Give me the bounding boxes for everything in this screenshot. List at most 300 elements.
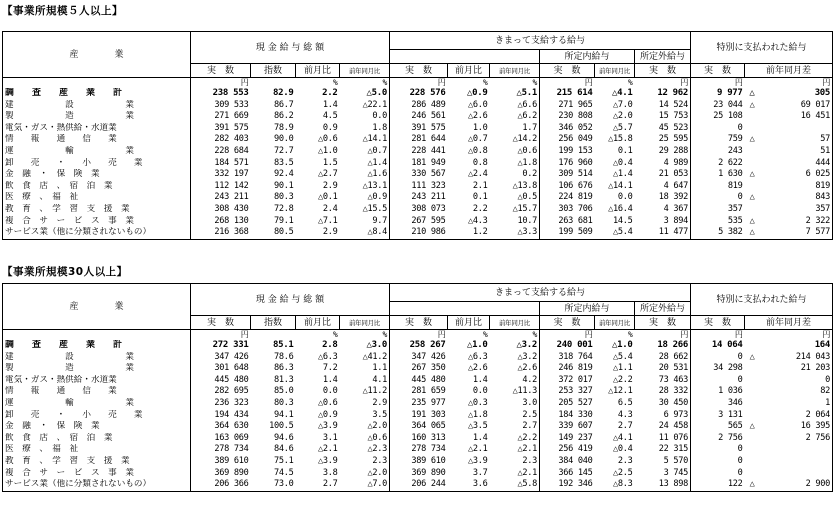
value-cell: 369 890 xyxy=(191,468,251,480)
value-cell: 0.2 xyxy=(522,169,537,180)
table-row xyxy=(3,352,833,364)
table-row xyxy=(3,216,833,228)
header-zengetsu: 前月比 xyxy=(448,316,490,330)
value-cell: 25 108 xyxy=(691,111,745,123)
value-cell: △2.1 xyxy=(318,444,338,455)
value-cell: 2.7 xyxy=(617,421,633,432)
value-cell: 5 382 xyxy=(691,227,745,239)
value-cell: △1.8 xyxy=(517,157,537,168)
value-cell: △8.3 xyxy=(595,479,635,491)
value-cell: △2.0 xyxy=(367,467,387,478)
value-cell: 224 819 xyxy=(540,192,595,204)
value-cell: △0.6 xyxy=(318,397,338,408)
value-cell: 92.4 xyxy=(274,169,294,180)
value-cell: 74.5 xyxy=(274,467,294,478)
value-cell: 3.1 xyxy=(322,432,338,443)
value-cell: △5.4 xyxy=(613,351,633,362)
header-jissu: 実 数 xyxy=(635,64,691,78)
value-cell: 72.7 xyxy=(274,145,294,156)
unit-cell xyxy=(745,330,755,341)
value-cell: 0 xyxy=(691,468,745,480)
value-cell: △ xyxy=(745,479,755,491)
value-cell: 271 669 xyxy=(191,111,251,123)
value-cell: 163 069 xyxy=(191,433,251,445)
value-cell: △0.7 xyxy=(367,145,387,156)
value-cell: 228 576 xyxy=(390,88,448,100)
header-regular-blank xyxy=(390,50,540,64)
value-cell: 271 965 xyxy=(540,100,595,112)
industry-label: 電気・ガス・熱供給・水道業 xyxy=(3,375,191,387)
value-cell: 2.2 xyxy=(322,88,338,98)
industry-label: 飲 食 店 、 宿 泊 業 xyxy=(3,433,191,445)
header-special: 特別に支払われた給与 xyxy=(691,32,833,64)
value-cell: △2.2 xyxy=(517,432,537,443)
header-jissu: 実 数 xyxy=(390,316,448,330)
header-zennen_small: 前年同月比 xyxy=(340,64,390,78)
value-cell: 2.2 xyxy=(472,203,488,214)
value-cell: 2.5 xyxy=(522,409,537,420)
value-cell: 192 346 xyxy=(540,479,595,491)
value-cell: △16.4 xyxy=(608,203,633,214)
table-row xyxy=(3,192,833,204)
value-cell: 85.0 xyxy=(274,386,294,397)
value-cell: 215 614 xyxy=(540,88,595,100)
value-cell: △2.4 xyxy=(468,169,488,180)
value-cell: 9.7 xyxy=(372,215,387,226)
value-cell: △ xyxy=(749,134,755,145)
value-cell: 106 676 xyxy=(540,181,595,193)
value-cell xyxy=(745,468,755,480)
table-row xyxy=(3,123,833,135)
table xyxy=(2,31,833,240)
value-cell: △0.9 xyxy=(318,409,338,420)
value-cell xyxy=(745,444,755,456)
value-cell: 1.4 xyxy=(322,374,338,385)
value-cell: 372 017 xyxy=(540,375,595,387)
industry-label: 医 療 、 福 祉 xyxy=(3,192,191,204)
wage-table xyxy=(2,31,832,240)
value-cell: 4.1 xyxy=(372,374,387,385)
value-cell: 347 426 xyxy=(191,352,251,364)
value-cell: 843 xyxy=(755,192,833,204)
value-cell: 267 350 xyxy=(390,363,448,375)
value-cell: 357 xyxy=(691,204,745,216)
table-row xyxy=(3,204,833,216)
value-cell xyxy=(755,123,833,135)
value-cell xyxy=(745,158,755,170)
value-cell: 80.5 xyxy=(251,227,296,239)
value-cell: △4.1 xyxy=(613,432,633,443)
unit-cell: % xyxy=(332,78,338,87)
value-cell: △ xyxy=(749,88,755,98)
value-cell: 79.1 xyxy=(274,215,294,226)
value-cell: 164 xyxy=(755,340,833,352)
value-cell: 228 441 xyxy=(390,146,448,158)
value-cell: △0.9 xyxy=(467,88,488,98)
header-jissu: 実 数 xyxy=(635,316,691,330)
value-cell: 4.2 xyxy=(522,374,537,385)
unit-cell: 円 xyxy=(755,78,833,89)
value-cell: 2.3 xyxy=(522,455,537,466)
unit-cell: 円 xyxy=(755,330,833,341)
header-scheduled: 所定内給与 xyxy=(540,302,635,316)
value-cell: 1.4 xyxy=(472,374,488,385)
value-cell: △8.4 xyxy=(340,227,390,239)
value-cell: △13.1 xyxy=(362,180,387,191)
value-cell: 16 451 xyxy=(755,111,833,123)
value-cell: 73.0 xyxy=(251,479,296,491)
industry-label: 教 育 、 学 習 支 援 業 xyxy=(3,204,191,216)
value-cell: 272 331 xyxy=(191,340,251,352)
header-zennen_small: 前年同月比 xyxy=(595,316,635,330)
unit-cell: 円 xyxy=(680,330,689,339)
value-cell: 122 xyxy=(691,479,745,491)
value-cell: 305 xyxy=(755,88,833,100)
value-cell: 7 577 xyxy=(755,227,833,239)
industry-label: 情 報 通 信 業 xyxy=(3,386,191,398)
value-cell: △6.6 xyxy=(517,99,537,110)
value-cell: 0.1 xyxy=(617,145,633,156)
value-cell: △ xyxy=(749,99,755,110)
header-industry: 産 業 xyxy=(3,284,191,330)
industry-label: 医 療 、 福 祉 xyxy=(3,444,191,456)
value-cell: 29 288 xyxy=(658,145,689,156)
value-cell: △1.6 xyxy=(367,169,387,180)
value-cell: △3.9 xyxy=(318,455,338,466)
header-cash-total: 現 金 給 与 総 額 xyxy=(191,32,390,64)
value-cell: 20 531 xyxy=(658,363,689,374)
value-cell: 1.2 xyxy=(448,227,490,239)
value-cell: 51 xyxy=(755,146,833,158)
value-cell: △0.8 xyxy=(468,145,488,156)
value-cell: 4 647 xyxy=(663,180,689,191)
value-cell: 268 130 xyxy=(191,216,251,228)
value-cell: 263 681 xyxy=(540,216,595,228)
value-cell: 389 610 xyxy=(390,456,448,468)
value-cell: 391 575 xyxy=(390,123,448,135)
value-cell: 14 524 xyxy=(658,99,689,110)
unit-cell: % xyxy=(382,330,387,339)
unit-cell: % xyxy=(382,78,387,87)
value-cell: 3.0 xyxy=(522,397,537,408)
value-cell: △ xyxy=(745,227,755,239)
value-cell: △1.8 xyxy=(468,409,488,420)
value-cell: 819 xyxy=(691,181,745,193)
value-cell: 90.1 xyxy=(274,180,294,191)
header-shisu: 指数 xyxy=(251,64,296,78)
table-row xyxy=(3,444,833,456)
value-cell xyxy=(745,111,755,123)
header-zennen_small: 前年同月比 xyxy=(490,316,540,330)
value-cell: 2 900 xyxy=(755,479,833,491)
value-cell: 282 403 xyxy=(191,134,251,146)
value-cell: 819 xyxy=(755,181,833,193)
value-cell: △7.0 xyxy=(613,99,633,110)
value-cell: 86.2 xyxy=(274,111,294,122)
table-row xyxy=(3,340,833,352)
value-cell: △1.4 xyxy=(613,169,633,180)
value-cell: 100.5 xyxy=(269,421,294,432)
header-jissu: 実 数 xyxy=(540,316,595,330)
value-cell: △1.0 xyxy=(467,340,488,350)
value-cell: 45 523 xyxy=(658,122,689,133)
value-cell: 184 330 xyxy=(540,410,595,422)
value-cell: 2.9 xyxy=(322,180,338,191)
value-cell: 0 xyxy=(691,444,745,456)
value-cell: △3.0 xyxy=(366,340,387,350)
value-cell xyxy=(755,456,833,468)
value-cell: 2.9 xyxy=(296,227,340,239)
value-cell: 1.4 xyxy=(472,432,488,443)
value-cell: △3.9 xyxy=(318,421,338,432)
header-special: 特別に支払われた給与 xyxy=(691,284,833,316)
value-cell: △0.5 xyxy=(517,192,537,203)
value-cell: △11.3 xyxy=(512,386,537,397)
value-cell: 256 419 xyxy=(540,444,595,456)
value-cell: △2.6 xyxy=(517,363,537,374)
value-cell: 2.4 xyxy=(322,203,338,214)
value-cell: 366 145 xyxy=(540,468,595,480)
value-cell: 364 630 xyxy=(191,421,251,433)
table-row xyxy=(3,88,833,100)
value-cell: △4.3 xyxy=(468,215,488,226)
value-cell: 444 xyxy=(755,158,833,170)
value-cell: △ xyxy=(749,169,755,180)
industry-label: 電気・ガス・熱供給・水道業 xyxy=(3,123,191,135)
value-cell: 0 xyxy=(691,352,745,364)
value-cell: 330 567 xyxy=(390,169,448,181)
value-cell: 84.6 xyxy=(274,444,294,455)
value-cell: 281 659 xyxy=(390,386,448,398)
value-cell: 0 xyxy=(691,123,745,135)
value-cell: 3 131 xyxy=(691,410,745,422)
value-cell: 2.3 xyxy=(372,455,387,466)
value-cell: 112 142 xyxy=(191,181,251,193)
value-cell: 72.8 xyxy=(274,203,294,214)
value-cell: 347 426 xyxy=(390,352,448,364)
value-cell: 0.0 xyxy=(472,386,488,397)
value-cell xyxy=(745,433,755,445)
table-row xyxy=(3,398,833,410)
value-cell: △1.0 xyxy=(318,145,338,156)
industry-label: 製 造 業 xyxy=(3,111,191,123)
value-cell: 24 458 xyxy=(658,421,689,432)
value-cell: 0.0 xyxy=(617,192,633,203)
value-cell: 535 xyxy=(691,216,745,228)
value-cell: 445 480 xyxy=(191,375,251,387)
value-cell: 81.3 xyxy=(274,374,294,385)
unit-cell: % xyxy=(532,330,537,339)
value-cell: 2 756 xyxy=(755,433,833,445)
value-cell: 80.3 xyxy=(274,397,294,408)
value-cell: 7.2 xyxy=(322,363,338,374)
value-cell: 303 706 xyxy=(540,204,595,216)
unit-cell: % xyxy=(332,330,338,339)
value-cell: 205 527 xyxy=(540,398,595,410)
unit-cell: 円 xyxy=(191,78,251,89)
value-cell: 6.5 xyxy=(617,397,633,408)
value-cell: 21 053 xyxy=(658,169,689,180)
value-cell: 1.8 xyxy=(372,122,387,133)
value-cell: 243 211 xyxy=(191,192,251,204)
value-cell: 346 052 xyxy=(540,123,595,135)
value-cell: 216 368 xyxy=(191,227,251,239)
value-cell xyxy=(745,340,755,352)
value-cell: 206 244 xyxy=(390,479,448,491)
value-cell: 309 533 xyxy=(191,100,251,112)
header-jissu: 実 数 xyxy=(191,316,251,330)
industry-label: 複 合 サ ー ビ ス 事 業 xyxy=(3,216,191,228)
table-row xyxy=(3,433,833,445)
value-cell: 308 430 xyxy=(191,204,251,216)
industry-label: 卸 売 ・ 小 売 業 xyxy=(3,410,191,422)
unit-cell: % xyxy=(482,330,488,339)
value-cell: 339 607 xyxy=(540,421,595,433)
unit-cell xyxy=(745,78,755,89)
header-zennen_small: 前年同月比 xyxy=(595,64,635,78)
unit-cell: 円 xyxy=(191,330,251,341)
value-cell: 194 434 xyxy=(191,410,251,422)
industry-label: 飲 食 店 、 宿 泊 業 xyxy=(3,181,191,193)
value-cell: 82 xyxy=(755,386,833,398)
value-cell: △5.0 xyxy=(366,88,387,98)
header-overtime: 所定外給与 xyxy=(635,50,691,64)
section-title: 【事業所規模30人以上】 xyxy=(2,266,128,278)
value-cell: 0.9 xyxy=(322,122,338,133)
value-cell: 240 001 xyxy=(540,340,595,352)
header-zennen-sa: 前年同月差 xyxy=(745,316,833,330)
table-row xyxy=(3,410,833,422)
value-cell: 83.5 xyxy=(274,157,294,168)
value-cell: 3.7 xyxy=(472,467,488,478)
value-cell: △3.5 xyxy=(468,421,488,432)
value-cell: 4 367 xyxy=(663,203,689,214)
unit-cell: 円 xyxy=(540,78,595,89)
table-row xyxy=(3,227,833,239)
unit-cell: 円 xyxy=(691,78,745,89)
value-cell: 85.1 xyxy=(273,340,294,350)
unit-cell: 円 xyxy=(680,78,689,87)
value-cell: △3.2 xyxy=(516,340,537,350)
value-cell: 0.8 xyxy=(472,157,488,168)
value-cell: △2.6 xyxy=(468,111,488,122)
value-cell: △2.3 xyxy=(367,444,387,455)
value-cell: 90.0 xyxy=(274,134,294,145)
value-cell: △2.1 xyxy=(517,444,537,455)
value-cell: △6.0 xyxy=(468,99,488,110)
value-cell: 16 395 xyxy=(755,421,833,433)
table-row xyxy=(3,456,833,468)
value-cell: 181 949 xyxy=(390,158,448,170)
value-cell: △41.2 xyxy=(362,351,387,362)
industry-label: サービス業（他に分類されないもの） xyxy=(3,227,191,239)
section-title: 【事業所規模５人以上】 xyxy=(2,5,123,17)
table-row xyxy=(3,169,833,181)
value-cell: △2.0 xyxy=(613,111,633,122)
industry-label: 建 設 業 xyxy=(3,352,191,364)
value-cell: 389 610 xyxy=(191,456,251,468)
value-cell: 1.5 xyxy=(322,157,338,168)
value-cell xyxy=(745,410,755,422)
value-cell: 191 303 xyxy=(390,410,448,422)
value-cell: 6 025 xyxy=(755,169,833,181)
value-cell: 369 890 xyxy=(390,468,448,480)
value-cell: 4.3 xyxy=(617,409,633,420)
value-cell: 184 571 xyxy=(191,158,251,170)
header-jissu: 実 数 xyxy=(691,64,745,78)
header-zennen_small: 前年同月比 xyxy=(340,316,390,330)
value-cell: △3.2 xyxy=(517,351,537,362)
industry-label: 情 報 通 信 業 xyxy=(3,134,191,146)
value-cell: 1 630 xyxy=(691,169,745,181)
value-cell: △ xyxy=(749,192,755,203)
value-cell: 206 366 xyxy=(191,479,251,491)
value-cell: △0.6 xyxy=(517,145,537,156)
header-jissu: 実 数 xyxy=(191,64,251,78)
value-cell: △7.1 xyxy=(318,215,338,226)
value-cell: 86.3 xyxy=(274,363,294,374)
unit-row xyxy=(3,330,833,341)
value-cell: △2.6 xyxy=(468,363,488,374)
value-cell: 243 xyxy=(691,146,745,158)
value-cell: 15 753 xyxy=(658,111,689,122)
value-cell: 160 313 xyxy=(390,433,448,445)
value-cell: 5 570 xyxy=(663,455,689,466)
table-row xyxy=(3,111,833,123)
value-cell: 565 xyxy=(691,421,745,433)
value-cell: △5.8 xyxy=(490,479,540,491)
header-regular: きまって支給する給与 xyxy=(390,32,691,50)
value-cell xyxy=(745,146,755,158)
value-cell: 391 575 xyxy=(191,123,251,135)
value-cell: △5.7 xyxy=(613,122,633,133)
value-cell xyxy=(755,468,833,480)
header-zengetsu: 前月比 xyxy=(296,316,340,330)
value-cell: 0 xyxy=(691,192,745,204)
value-cell: △3.3 xyxy=(490,227,540,239)
value-cell: △ xyxy=(749,351,755,362)
value-cell: △2.0 xyxy=(367,421,387,432)
value-cell: 176 960 xyxy=(540,158,595,170)
value-cell: 199 153 xyxy=(540,146,595,158)
value-cell: 82.9 xyxy=(273,88,294,98)
unit-cell: 円 xyxy=(390,78,448,89)
value-cell: 11 477 xyxy=(635,227,691,239)
value-cell: △0.3 xyxy=(468,397,488,408)
value-cell: 258 267 xyxy=(390,340,448,352)
value-cell: △6.2 xyxy=(517,111,537,122)
value-cell: 256 049 xyxy=(540,134,595,146)
industry-label: 金 融 ・ 保 険 業 xyxy=(3,421,191,433)
value-cell: 3.5 xyxy=(372,409,387,420)
value-cell: 286 489 xyxy=(390,100,448,112)
unit-cell: % xyxy=(532,78,537,87)
value-cell: △0.9 xyxy=(367,192,387,203)
header-regular: きまって支給する給与 xyxy=(390,284,691,302)
value-cell: 1.7 xyxy=(522,122,537,133)
table-row xyxy=(3,158,833,170)
value-cell: 267 595 xyxy=(390,216,448,228)
value-cell: 2.1 xyxy=(472,180,488,191)
value-cell: 364 065 xyxy=(390,421,448,433)
value-cell: 14.5 xyxy=(613,215,633,226)
unit-cell: % xyxy=(627,330,633,339)
value-cell: 30 450 xyxy=(658,397,689,408)
value-cell: 57 xyxy=(755,134,833,146)
value-cell: 22 315 xyxy=(658,444,689,455)
value-cell: 0.0 xyxy=(372,111,387,122)
value-cell: △0.4 xyxy=(613,157,633,168)
